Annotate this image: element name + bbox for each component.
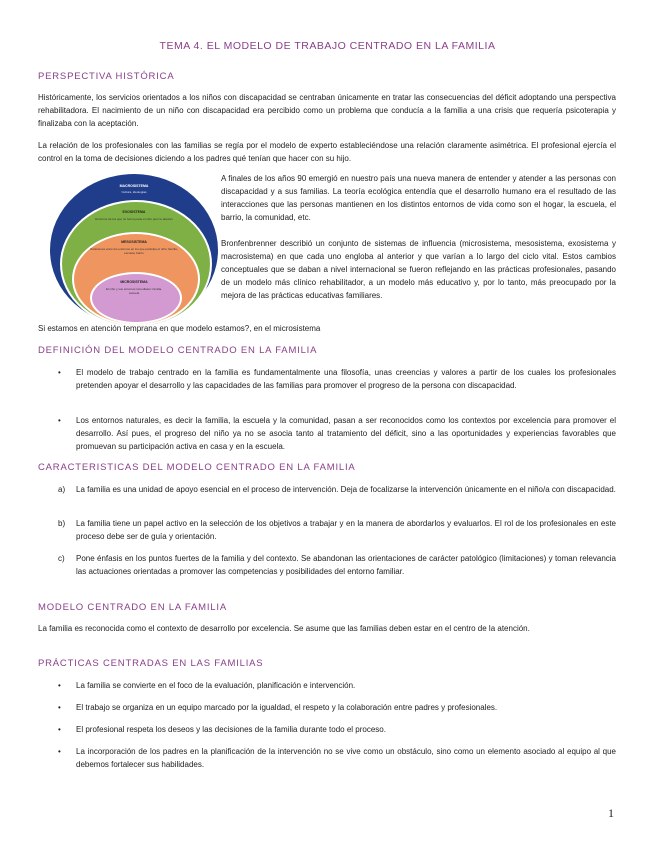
bullet-dot: • bbox=[58, 747, 61, 756]
paragraph-historia: Históricamente, los servicios orientados a los niños con discapacidad se centraban únicamente en tratar las consecuencias del déficit adoptando una perspectiva rehabilitadora. El nacimiento de un niño con discapacidad era percibido como un problema que conducía a la familia a una crisis que requería psicoterapia y finalizaba con la aceptación. bbox=[38, 93, 616, 128]
bullet-dot: • bbox=[58, 416, 61, 425]
section-heading-perspectiva: PERSPECTIVA HISTÓRICA bbox=[38, 71, 175, 82]
bullet-dot: • bbox=[58, 725, 61, 734]
list-item-practica-4: La incorporación de los padres en la planificación de la intervención no se vive como un obstáculo, sino como un elemento asociado al equipo al que debemos fortalecer sus habilidades. bbox=[76, 747, 616, 769]
list-marker-c: c) bbox=[58, 554, 65, 563]
exo-text: Entornos de los que no forma parte el niño pero le afectan bbox=[95, 217, 173, 221]
meso-label: MESOSISTEMA bbox=[121, 240, 147, 244]
list-item-practica-1: La familia se convierte en el foco de la evaluación, planificación e intervención. bbox=[76, 681, 356, 690]
micro-label: MICROSISTEMA bbox=[120, 280, 148, 284]
section-heading-definicion: DEFINICIÓN DEL MODELO CENTRADO EN LA FAMILIA bbox=[38, 345, 318, 356]
list-item-definicion-1: El modelo de trabajo centrado en la familia es fundamentalmente una filosofía, unas creencias y valores a partir de los cuales los profesionales pretenden apoyar el desarrollo y las capacidades de las familias para promover el progreso de la persona con discapacidad. bbox=[76, 368, 616, 390]
section-heading-practicas: PRÁCTICAS CENTRADAS EN LAS FAMILIAS bbox=[38, 658, 264, 669]
page-title: TEMA 4. EL MODELO DE TRABAJO CENTRADO EN LA FAMILIA bbox=[159, 40, 496, 52]
list-item-practica-3: El profesional respeta los deseos y las decisiones de la familia durante todo el proceso. bbox=[76, 725, 386, 734]
micro-text: El niño y sus entornos inmediatos: familia, escuela bbox=[105, 287, 163, 295]
list-item-caracteristica-a: La familia es una unidad de apoyo esencial en el proceso de intervención. Deja de focalizarse la intervención únicamente en el niño/a con discapacidad. bbox=[76, 485, 616, 494]
section-heading-caracteristicas: CARACTERISTICAS DEL MODELO CENTRADO EN LA FAMILIA bbox=[38, 462, 356, 473]
list-item-practica-2: El trabajo se organiza en un equipo marcado por la igualdad, el respeto y la colaboración entre padres y profesionales. bbox=[76, 703, 498, 712]
list-marker-b: b) bbox=[58, 519, 66, 528]
page-number: 1 bbox=[608, 806, 614, 820]
paragraph-relacion: La relación de los profesionales con las familias se regía por el modelo de experto estableciéndose una relación claramente asimétrica. El profesional ejercía el control en la toma de decisiones diciendo a los padres qué tenían que hacer con su hijo. bbox=[38, 141, 616, 163]
ecological-model-diagram bbox=[50, 174, 218, 326]
exo-label: EXOSISTEMA bbox=[122, 210, 146, 214]
meso-text: Relaciones entre los entornos en los que participa el niño: familia, escuela, barrio bbox=[90, 247, 178, 255]
paragraph-teoria-ecologica: A finales de los años 90 emergió en nuestro país una nueva manera de entender y atender a las personas con discapacidad y a sus familias. La teoría ecológica entendía que el desarrollo humano era el resultado de las interacciones que las personas mantienen en los distintos entornos de vida como son el hogar, la escuela, el barrio, la comunidad, etc. bbox=[221, 174, 616, 222]
list-marker-a: a) bbox=[58, 485, 66, 494]
section-heading-modelo: MODELO CENTRADO EN LA FAMILIA bbox=[38, 602, 227, 613]
paragraph-bronfenbrenner: Bronfenbrenner describió un conjunto de sistemas de influencia (microsistema, mesosistema, exosistema y macrosistema) en que cada uno engloba al anterior y que varían a lo largo del ciclo vital. Estos cambios conceptuales que se daban a nivel internacional se fueron reflejando en las prácticas profesionales, pasando de un modelo más clínico rehabilitador, a un modelo más educativo y, por lo tanto, más preocupado por la mejora de las prácticas educativas familiares. bbox=[221, 239, 616, 300]
paragraph-atencion-temprana: Si estamos en atención temprana en que modelo estamos?, en el microsistema bbox=[38, 324, 321, 333]
macro-label: MACROSISTEMA bbox=[119, 184, 149, 188]
list-item-caracteristica-c: Pone énfasis en los puntos fuertes de la familia y del contexto. Se abandonan las orientaciones de carácter patológico (limitaciones) y toman relevancia las actuaciones orientadas a promover las competencias y posibilidades del entorno familiar. bbox=[76, 554, 616, 576]
bullet-dot: • bbox=[58, 368, 61, 377]
macro-text: Cultura, ideologías bbox=[121, 190, 147, 194]
paragraph-modelo: La familia es reconocida como el contexto de desarrollo por excelencia. Se asume que las familias deben estar en el centro de la atención. bbox=[38, 624, 530, 633]
list-item-definicion-2: Los entornos naturales, es decir la familia, la escuela y la comunidad, pasan a ser reconocidos como los contextos por excelencia para promover el desarrollo. Así pues, el progreso del niño ya no se asocia tanto al tratamiento del déficit, sino a las oportunidades y experiencias favorables que promuevan su participación activa en casa y en la escuela. bbox=[76, 416, 616, 451]
bullet-dot: • bbox=[58, 681, 61, 690]
list-item-caracteristica-b: La familia tiene un papel activo en la selección de los objetivos a trabajar y en la manera de abordarlos y evaluarlos. El rol de los profesionales en este proceso debe ser de guía y orientación. bbox=[76, 519, 616, 541]
bullet-dot: • bbox=[58, 703, 61, 712]
